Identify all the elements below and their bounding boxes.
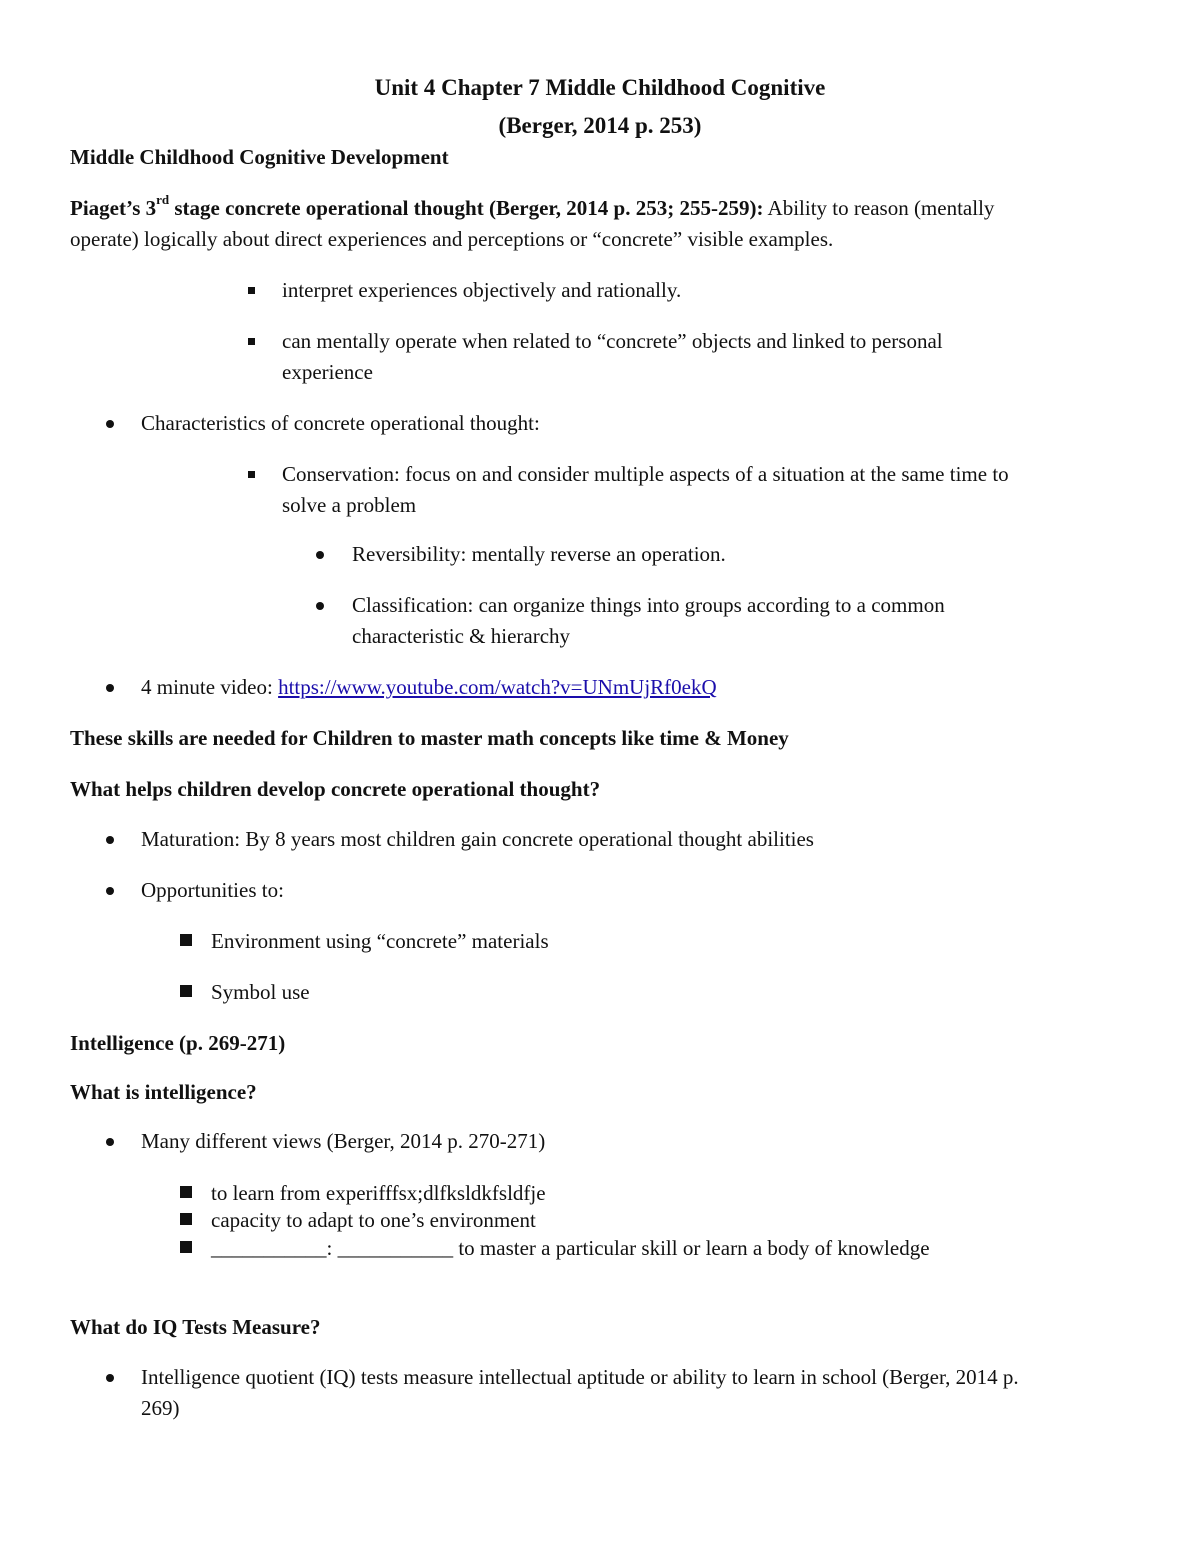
list-item-maturation: Maturation: By 8 years most children gain concrete operational thought abilities (141, 827, 814, 851)
list-item-fill-in-blank: ___________: ___________ to master a particular skill or learn a body of knowledge (211, 1236, 930, 1260)
piaget-paragraph-line1 (70, 193, 994, 224)
list-item-opportunities: Opportunities to: (141, 878, 284, 902)
list-item-classification-cont: characteristic & hierarchy (352, 624, 571, 648)
piaget-text-line1: Ability to reason (mentally (763, 196, 995, 220)
list-item-symbol-use: Symbol use (211, 980, 310, 1004)
ordinal-superscript: rd (156, 192, 170, 207)
list-item-interpret: interpret experiences objectively and rationally. (282, 278, 682, 302)
square-bullet-icon (180, 1186, 192, 1198)
what-is-intelligence-heading: What is intelligence? (70, 1080, 257, 1104)
list-item-views: Many different views (Berger, 2014 p. 270-271) (141, 1129, 546, 1153)
round-bullet-icon (106, 1374, 114, 1382)
document-title-line2: (Berger, 2014 p. 253) (498, 113, 702, 138)
list-item-iq: Intelligence quotient (IQ) tests measure intellectual aptitude or ability to learn in school (Berger, 2014 p. (141, 1365, 1019, 1389)
list-item-characteristics: Characteristics of concrete operational thought: (141, 411, 540, 435)
youtube-video-link[interactable]: https://www.youtube.com/watch?v=UNmUjRf0ekQ (278, 675, 717, 699)
round-bullet-icon (106, 887, 114, 895)
blank-field-1: ___________ (211, 1236, 327, 1260)
list-item-classification: Classification: can organize things into groups according to a common (352, 593, 945, 617)
list-item-conservation-cont: solve a problem (282, 493, 417, 517)
round-bullet-icon (106, 836, 114, 844)
round-bullet-icon (106, 1138, 114, 1146)
list-item-conservation: Conservation: focus on and consider multiple aspects of a situation at the same time to (282, 462, 1009, 486)
round-bullet-icon (106, 420, 114, 428)
blank-field-2: ___________ (337, 1236, 454, 1260)
round-bullet-icon (316, 551, 324, 559)
list-item-mentally-operate: can mentally operate when related to “concrete” objects and linked to personal (282, 329, 943, 353)
round-bullet-icon (316, 602, 324, 610)
intelligence-heading: Intelligence (p. 269-271) (70, 1031, 286, 1055)
list-item-learn-from-experience: to learn from experifffsx;dlfksldkfsldfje (211, 1181, 546, 1205)
square-bullet-icon (248, 287, 255, 294)
square-bullet-icon (180, 934, 192, 946)
section-heading-cognitive-development: Middle Childhood Cognitive Development (70, 145, 449, 169)
iq-heading: What do IQ Tests Measure? (70, 1315, 321, 1339)
list-item-video (141, 672, 717, 703)
square-bullet-icon (248, 338, 255, 345)
piaget-text-line2: operate) logically about direct experiences and perceptions or “concrete” visible examples. (70, 227, 834, 251)
document-title-line1: Unit 4 Chapter 7 Middle Childhood Cognitive (374, 75, 826, 100)
list-item-capacity-adapt: capacity to adapt to one’s environment (211, 1208, 536, 1232)
square-bullet-icon (248, 471, 255, 478)
square-bullet-icon (180, 1241, 192, 1253)
list-item-mentally-operate-cont: experience (282, 360, 373, 384)
skills-heading: These skills are needed for Children to master math concepts like time & Money (70, 726, 789, 750)
piaget-lead: Piaget’s 3rd stage concrete operational thought (Berger, 2014 p. 253; 255-259): (70, 192, 764, 220)
list-item-reversibility: Reversibility: mentally reverse an operation. (352, 542, 726, 566)
video-label: 4 minute video: (141, 675, 279, 699)
round-bullet-icon (106, 684, 114, 692)
list-item-environment: Environment using “concrete” materials (211, 929, 549, 953)
square-bullet-icon (180, 985, 192, 997)
square-bullet-icon (180, 1213, 192, 1225)
list-item-iq-cont: 269) (141, 1396, 180, 1420)
helps-heading: What helps children develop concrete operational thought? (70, 777, 601, 801)
